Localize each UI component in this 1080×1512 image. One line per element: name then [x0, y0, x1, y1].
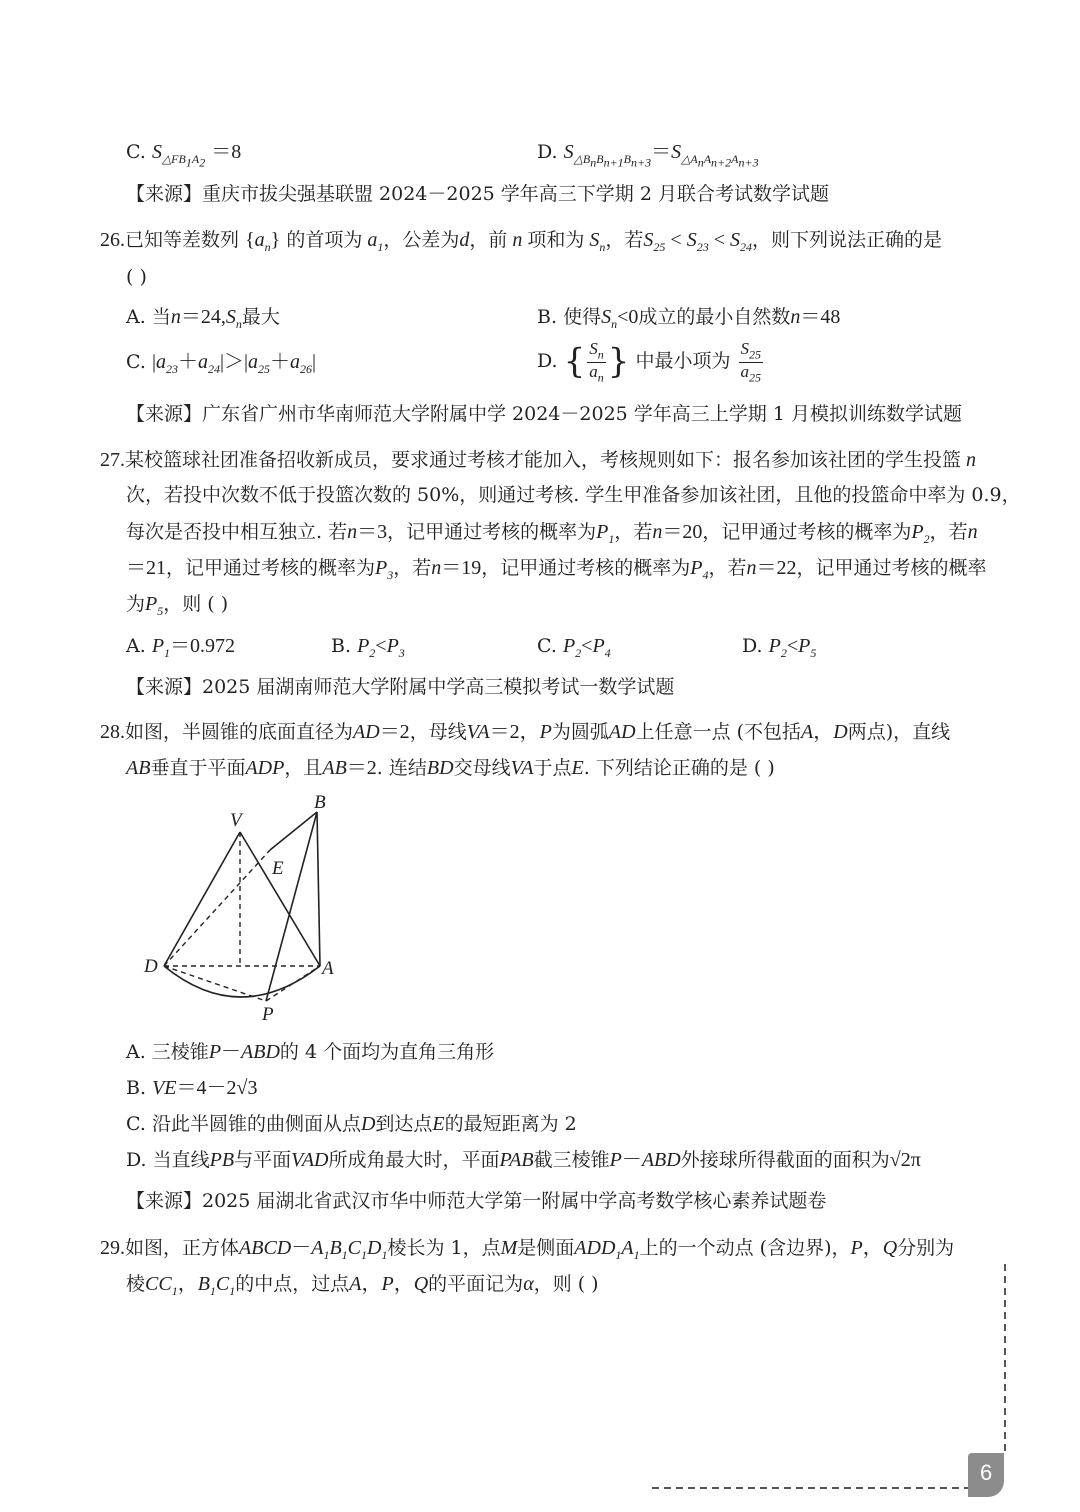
q28-option-a: A. 三棱锥P－ABD的 4 个面均为直角三角形 — [126, 1041, 495, 1063]
q29-line1: 29.如图，正方体$ABCD-A_1B_1C_1D_1$棱长为 1，点M是侧面$ADD_1A_1$上的一个动点 (含边界)，P，Q分别为 — [100, 1237, 955, 1262]
q26-line1: 26.已知等差数列 $\{a_n\}$ 的首项为 $a_1$，公差为d，前 n 项和为 $S_n$，若$S_{25} < S_{23} < S_{24}$，则下列说法正确的是 — [100, 229, 942, 254]
q25-option-d: D. $S_{\triangle B_nB_{n+1}B_{n+3}}=S_{\triangle A_nA_{n+2}A_{n+3}}$ — [537, 141, 759, 170]
page-corner-dashes — [650, 1262, 1010, 1502]
q27-option-a: A. $P_1=0.972$ — [126, 635, 236, 660]
q27-line2: 次，若投中次数不低于投篮次数的 50%，则通过考核. 学生甲准备参加该社团，且他的投篮命中率为 0.9， — [126, 484, 1021, 506]
q28-option-d: D. 当直线PB与平面VAD所成角最大时，平面PAB截三棱锥P－ABD外接球所得截面的面积为√2π — [126, 1149, 921, 1171]
q27-option-d: D. $P_2<P_5$ — [742, 635, 817, 660]
q27-line5: 为$P_5$，则 ( ) — [126, 593, 229, 618]
q27-source: 【来源】2025 届湖南师范大学附属中学高三模拟考试一数学试题 — [126, 676, 675, 698]
q28-figure — [130, 788, 360, 1028]
edge-AB — [317, 812, 320, 966]
q27-option-b: B. $P_2<P_3$ — [331, 635, 405, 660]
edge-DV — [164, 832, 240, 966]
edge-DP-dashed — [164, 966, 266, 1001]
page-number: 6 — [980, 1460, 993, 1485]
q27-option-c: C. $P_2<P_4$ — [537, 635, 611, 660]
label-E: E — [272, 858, 284, 879]
q28-line1: 28.如图，半圆锥的底面直径为AD＝2，母线VA＝2，P为圆弧AD上任意一点 (不包括A，D两点)，直线 — [100, 721, 951, 743]
q28-option-b: B. VE＝4－2√3 — [126, 1077, 258, 1099]
edge-DE-dashed — [164, 850, 270, 966]
q27-line1: 27.某校篮球社团准备招收新成员，要求通过考核才能加入，考核规则如下：报名参加该社团的学生投篮 n — [100, 449, 977, 471]
q29-line2: 棱$CC_1$，$B_1C_1$的中点，过点A，P，Q的平面记为α，则 ( ) — [126, 1273, 599, 1298]
label-V: V — [230, 810, 242, 831]
q26-option-c: C. $|a_{23}+a_{24}|>|a_{25}+a_{26}|$ — [126, 351, 316, 376]
edge-VA — [240, 832, 320, 966]
q28-source: 【来源】2025 届湖北省武汉市华中师范大学第一附属中学高考数学核心素养试题卷 — [126, 1190, 827, 1212]
q27-line4: ＝21，记甲通过考核的概率为$P_3$，若n＝19，记甲通过考核的概率为$P_4$，若n＝22，记甲通过考核的概率 — [126, 557, 987, 582]
q26-option-b: B. 使得$S_n<0$成立的最小自然数n＝48 — [537, 306, 841, 331]
q25-source: 【来源】重庆市拔尖强基联盟 2024－2025 学年高三下学期 2 月联合考试数学试题 — [126, 183, 829, 205]
edge-BP — [266, 812, 317, 1001]
q25-option-c: C. $S_{\triangle FB_1A_2} =8$ — [126, 141, 242, 170]
q27-line3: 每次是否投中相互独立. 若n＝3，记甲通过考核的概率为$P_1$，若n＝20，记甲通过考核的概率为$P_2$，若n — [126, 521, 978, 546]
q26-option-d: D. { $\frac{S_n}{a_n}$ } 中最小项为 $\frac{S_{25}}{a_{25}}$ — [537, 339, 762, 384]
label-D: D — [144, 956, 158, 977]
q26-source: 【来源】广东省广州市华南师范大学附属中学 2024－2025 学年高三上学期 1 月模拟训练数学试题 — [126, 403, 962, 425]
label-A: A — [322, 958, 334, 979]
label-P: P — [262, 1004, 274, 1025]
edge-BE — [270, 812, 317, 850]
q26-answer-paren: ( ) — [126, 266, 147, 288]
q26-option-a: A. 当$n=24,S_n$最大 — [126, 306, 280, 331]
q28-option-c: C. 沿此半圆锥的曲侧面从点D到达点E的最短距离为 2 — [126, 1113, 577, 1135]
q28-line2: AB垂直于平面ADP，且AB＝2. 连结BD交母线VA于点E. 下列结论正确的是 ( ) — [126, 757, 775, 779]
label-B: B — [314, 792, 326, 813]
